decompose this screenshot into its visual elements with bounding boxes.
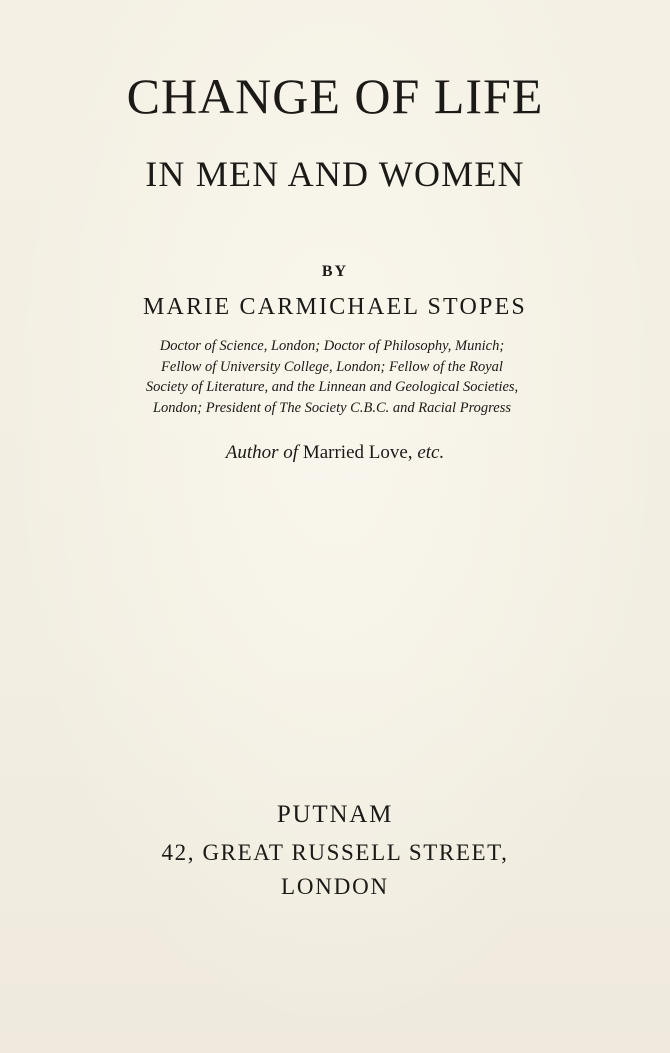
credentials-line: London; President of The Society C.B.C. and Racial Progress	[152, 399, 512, 416]
book-subtitle: IN MEN AND WOMEN	[145, 154, 525, 194]
publisher-name: PUTNAM	[276, 801, 394, 828]
author-of-work: Married Love,	[302, 442, 413, 463]
author-of-suffix: etc.	[417, 442, 445, 463]
author-name: MARIE CARMICHAEL STOPES	[143, 294, 527, 320]
author-of-prefix: Author of	[225, 442, 299, 463]
credentials-line: Society of Literature, and the Linnean and Geological Societies,	[145, 379, 519, 395]
publisher-address: 42, GREAT RUSSELL STREET,	[161, 840, 509, 865]
publisher-city: LONDON	[281, 874, 389, 899]
credentials-line: Doctor of Science, London; Doctor of Philosophy, Munich;	[159, 338, 505, 354]
author-credentials	[112, 336, 552, 418]
credentials-line: Fellow of University College, London; Fellow of the Royal	[161, 358, 503, 375]
other-works	[0, 440, 670, 466]
by-line: BY	[321, 263, 349, 280]
book-title: CHANGE OF LIFE	[126, 68, 544, 124]
